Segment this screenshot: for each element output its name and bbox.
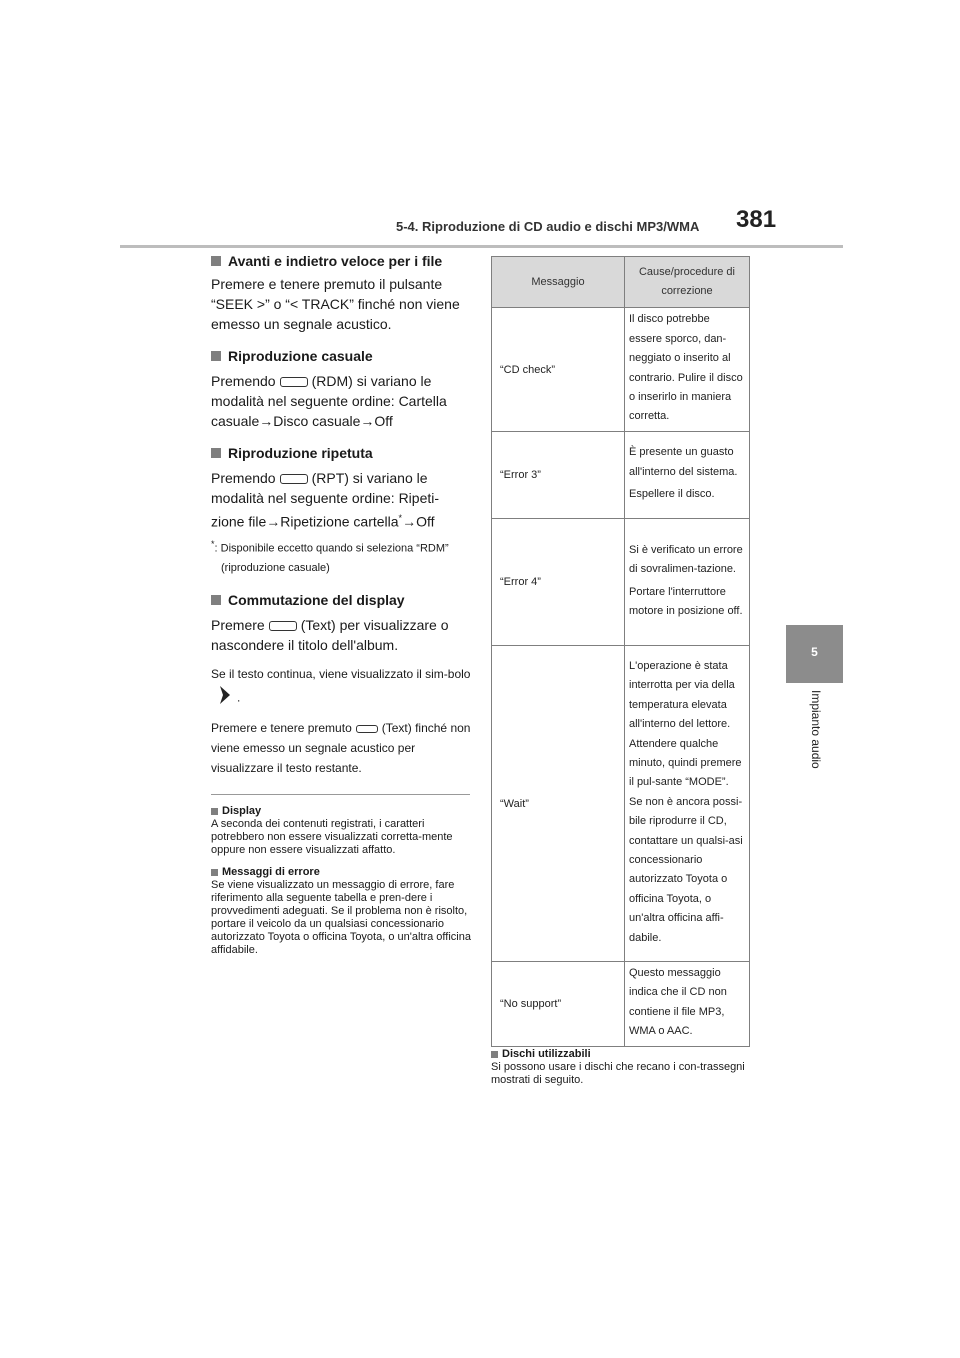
cause-cell: Il disco potrebbe essere sporco, dan-neggiato o inserito al contrario. Pulire il disco o inserirlo in maniera corretta. — [625, 308, 750, 432]
note-hold: Premere e tenere premuto (Text) finché non viene emesso un segnale acustico per visualizzare il testo restante. — [211, 721, 471, 776]
chapter-number: 5 — [811, 645, 818, 659]
cause-cell: L'operazione è stata interrotta per via della temperatura elevata all'interno del lettore. Attendere qualche minuto, quindi premere il pul-sante “MODE”. Se non è ancora possi-bile riprodurre il CD, contattare un qualsi-asi concessionario autorizzato Toyota o officina Toyota, o un'altra officina affi-dabile. — [625, 646, 750, 962]
usable-discs-block — [491, 1048, 751, 1087]
square-bullet-icon — [491, 1051, 498, 1058]
square-bullet-icon — [211, 351, 221, 361]
heading-info-display: Display — [211, 805, 471, 817]
message-cell: “CD check” — [492, 308, 625, 432]
left-column — [211, 253, 471, 957]
message-cell: “Wait” — [492, 646, 625, 962]
heading-repeat: Riproduzione ripetuta — [211, 445, 471, 461]
page-number: 381 — [736, 206, 777, 233]
square-bullet-icon — [211, 808, 218, 815]
header-rule — [120, 245, 843, 248]
body-repeat: Premendo (RPT) si variano le modalità nel seguente ordine: Ripeti-zione file→Ripetizione cartella*→Off — [211, 470, 440, 530]
square-bullet-icon — [211, 869, 218, 876]
heading-info-errors: Messaggi di errore — [211, 866, 471, 878]
square-bullet-icon — [211, 256, 221, 266]
table-row — [492, 646, 750, 962]
body-display: Premere (Text) per visualizzare o nascondere il titolo dell'album. — [211, 617, 449, 654]
heading-usable-discs: Dischi utilizzabili — [491, 1048, 751, 1060]
table-row — [492, 519, 750, 646]
body-usable-discs: Si possono usare i dischi che recano i con-trassegni mostrati di seguito. — [491, 1061, 745, 1086]
cause-cell: Questo messaggio indica che il CD non contiene il file MP3, WMA o AAC. — [625, 962, 750, 1047]
heading-random: Riproduzione casuale — [211, 348, 471, 364]
square-bullet-icon — [211, 448, 221, 458]
body-info-errors: Se viene visualizzato un messaggio di errore, fare riferimento alla seguente tabella e pren-dere i provvedimenti adeguati. Se il problema non è risolto, portare il veicolo da un qualsiasi concessionario autorizzato Toyota o officina Toyota, o un'altra officina affidabile. — [211, 879, 471, 957]
message-cell: “Error 4” — [492, 519, 625, 646]
heading-display: Commutazione del display — [211, 592, 471, 608]
table-header-row — [492, 257, 750, 308]
table-row — [492, 308, 750, 432]
chapter-label: Impianto audio — [809, 690, 823, 769]
table-row — [492, 432, 750, 519]
button-icon — [269, 621, 297, 631]
button-icon — [280, 474, 308, 484]
body-fast-forward: Premere e tenere premuto il pulsante “SEEK >” o “< TRACK” finché non viene emesso un segnale acustico. — [211, 276, 460, 332]
section-divider — [211, 794, 470, 795]
button-icon — [280, 377, 308, 387]
table-row — [492, 962, 750, 1047]
message-cell: “No support” — [492, 962, 625, 1047]
body-random: Premendo (RDM) si variano le modalità nel seguente ordine: Cartella casuale→Disco casuale→Off — [211, 373, 447, 429]
button-icon — [356, 725, 378, 733]
heading-fast-forward: Avanti e indietro veloce per i file — [211, 253, 471, 269]
note-symbol: Se il testo continua, viene visualizzato il sim-bolo. — [211, 663, 471, 712]
section-header: 5-4. Riproduzione di CD audio e dischi MP3/WMA — [396, 219, 700, 234]
table-header-cell: Messaggio — [492, 257, 625, 308]
chapter-tab — [786, 625, 843, 683]
table-header-cell: Cause/procedure di correzione — [625, 257, 750, 308]
play-arrow-icon — [219, 685, 231, 712]
cause-cell: Si è verificato un errore di sovralimen-tazione. Portare l'interruttore motore in posizione off. — [625, 519, 750, 646]
cause-cell: È presente un guasto all'interno del sistema. Espellere il disco. — [625, 432, 750, 519]
message-cell: “Error 3” — [492, 432, 625, 519]
error-messages-table — [491, 256, 750, 1047]
footnote: *: Disponibile eccetto quando si seleziona “RDM” (riproduzione casuale) — [211, 538, 449, 575]
body-info-display: A seconda dei contenuti registrati, i caratteri potrebbero non essere visualizzati corretta-mente oppure non essere visualizzati affatto. — [211, 818, 453, 857]
square-bullet-icon — [211, 595, 221, 605]
